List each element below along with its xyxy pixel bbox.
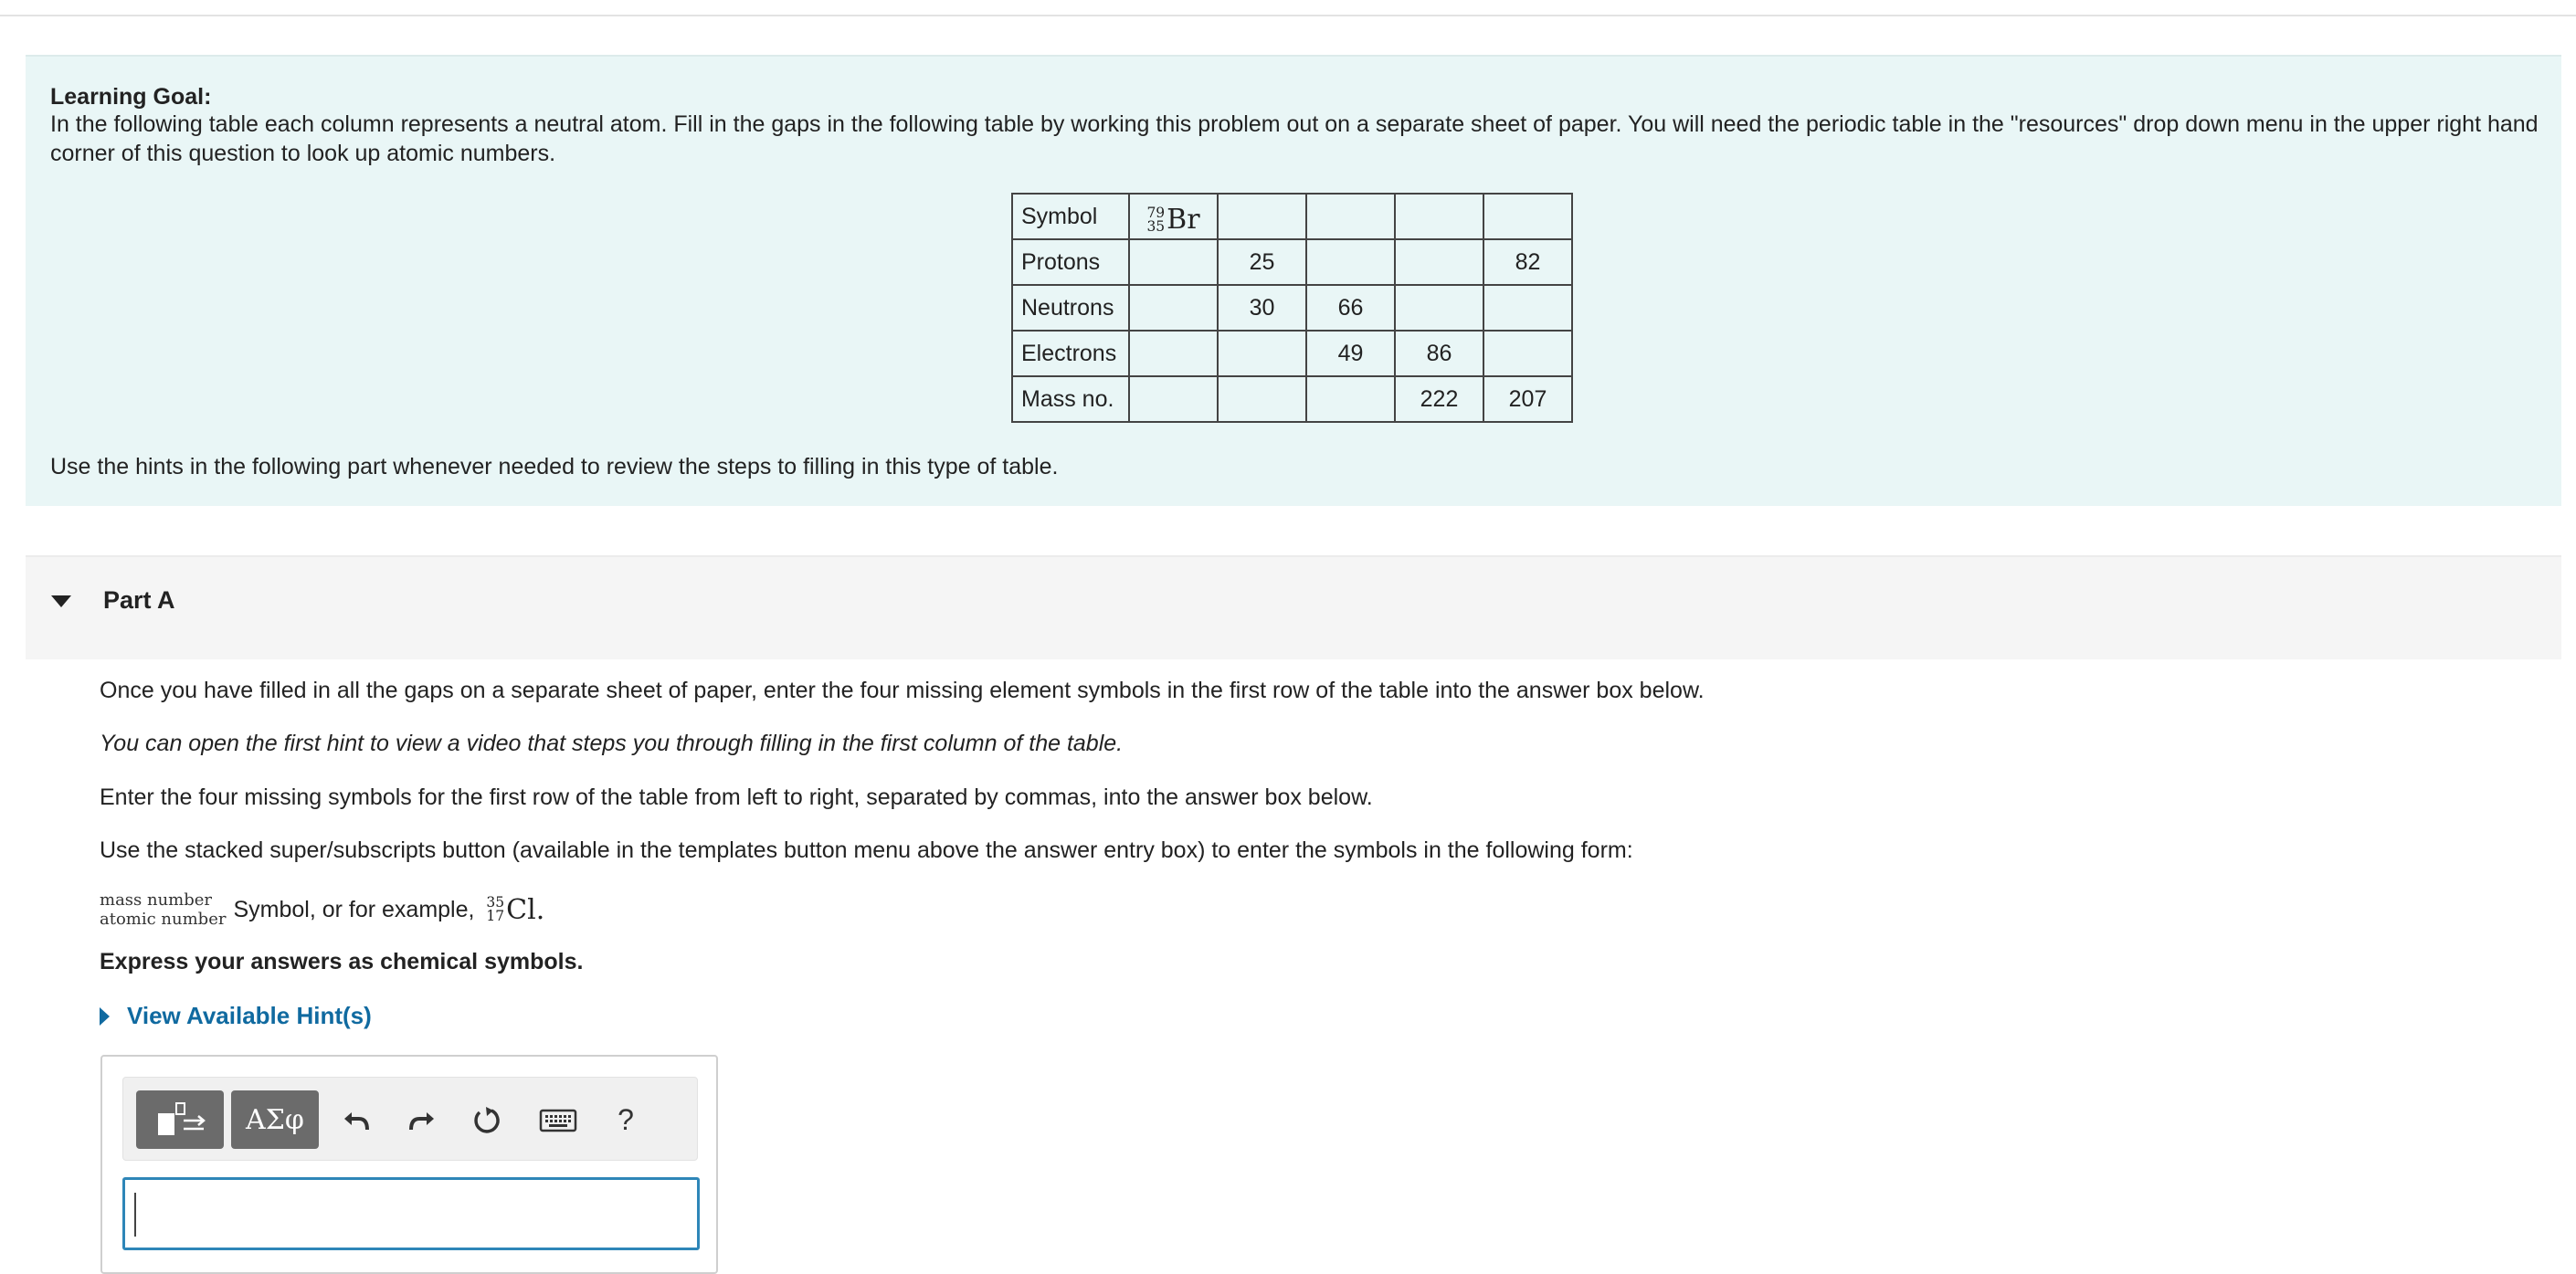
form-notation bbox=[100, 890, 226, 929]
isotope-bromine bbox=[1146, 204, 1199, 236]
text-caret bbox=[134, 1193, 136, 1237]
hints-note: Use the hints in the following part whenever needed to review the steps to filling in this type of table. bbox=[50, 454, 1059, 479]
example-numbers bbox=[486, 896, 504, 922]
instruction-paragraph: Use the stacked super/subscripts button (available in the templates button menu above the answer entry box) to enter the symbols in the following form: bbox=[100, 837, 1633, 863]
table-cell-empty bbox=[1395, 194, 1483, 239]
table-cell bbox=[1483, 285, 1572, 331]
table-cell: 49 bbox=[1306, 331, 1395, 376]
reset-icon bbox=[471, 1104, 502, 1135]
table-cell bbox=[1483, 331, 1572, 376]
instruction-paragraph: Once you have filled in all the gaps on a separate sheet of paper, enter the four missing element symbols in the first row of the table into the answer box below. bbox=[100, 678, 1705, 703]
part-a-title: Part A bbox=[103, 586, 175, 614]
example-mass: 35 bbox=[486, 894, 505, 911]
view-hints-toggle[interactable] bbox=[100, 1002, 372, 1030]
row-label: Protons bbox=[1012, 239, 1129, 285]
table-cell: 82 bbox=[1483, 239, 1572, 285]
redo-icon bbox=[406, 1105, 436, 1134]
templates-button[interactable] bbox=[136, 1090, 224, 1149]
form-text: Symbol, or for example, bbox=[233, 896, 481, 922]
example-period: . bbox=[535, 893, 545, 926]
isotope-symbol: Br bbox=[1167, 204, 1200, 237]
table-cell: 25 bbox=[1218, 239, 1306, 285]
learning-goal-panel bbox=[26, 55, 2561, 506]
form-mass-label: mass number bbox=[100, 890, 213, 910]
video-hint-paragraph: You can open the first hint to view a video that steps you through filling in the first column of the table. bbox=[100, 731, 1124, 756]
learning-goal-text: In the following table each column represents a neutral atom. Fill in the gaps in the following table by working this problem out on a separate sheet of paper. You will need the periodic table in the "resources" drop down menu in the upper right hand corner of this question to look up atomic numbers. bbox=[50, 111, 2539, 166]
answer-widget bbox=[100, 1055, 718, 1274]
undo-icon bbox=[343, 1105, 372, 1134]
keyboard-icon bbox=[539, 1107, 577, 1132]
table-cell: 30 bbox=[1218, 285, 1306, 331]
redo-button[interactable] bbox=[396, 1090, 447, 1149]
table-cell-symbol bbox=[1129, 194, 1218, 239]
table-cell bbox=[1129, 376, 1218, 422]
example-isotope bbox=[486, 894, 544, 926]
table-cell bbox=[1129, 331, 1218, 376]
symbols-button[interactable]: ΑΣφ bbox=[231, 1090, 319, 1149]
table-cell bbox=[1395, 239, 1483, 285]
table-cell-empty bbox=[1218, 194, 1306, 239]
table-cell bbox=[1306, 239, 1395, 285]
table-cell bbox=[1218, 376, 1306, 422]
top-divider bbox=[0, 15, 2576, 16]
answer-input[interactable] bbox=[122, 1177, 700, 1250]
table-cell: 207 bbox=[1483, 376, 1572, 422]
isotope-numbers bbox=[1146, 206, 1165, 233]
learning-goal-title: Learning Goal: bbox=[50, 84, 212, 110]
table-row-neutrons bbox=[1012, 285, 1572, 331]
express-instruction: Express your answers as chemical symbols. bbox=[100, 949, 584, 974]
keyboard-button[interactable] bbox=[531, 1090, 586, 1149]
table-cell: 222 bbox=[1395, 376, 1483, 422]
collapse-triangle-icon[interactable] bbox=[51, 595, 71, 607]
atoms-table bbox=[1011, 193, 1573, 423]
form-atomic-label: atomic number bbox=[100, 910, 227, 929]
row-label: Mass no. bbox=[1012, 376, 1129, 422]
undo-button[interactable] bbox=[332, 1090, 383, 1149]
table-cell bbox=[1129, 239, 1218, 285]
row-label: Electrons bbox=[1012, 331, 1129, 376]
math-toolbar bbox=[122, 1077, 698, 1161]
table-cell bbox=[1218, 331, 1306, 376]
table-cell-empty bbox=[1483, 194, 1572, 239]
isotope-atomic: 35 bbox=[1146, 217, 1166, 235]
part-a-header[interactable] bbox=[26, 555, 2561, 659]
table-row-protons bbox=[1012, 239, 1572, 285]
table-cell bbox=[1395, 285, 1483, 331]
expand-triangle-icon bbox=[100, 1007, 110, 1026]
table-cell-empty bbox=[1306, 194, 1395, 239]
table-cell bbox=[1129, 285, 1218, 331]
reset-button[interactable] bbox=[461, 1090, 512, 1149]
table-row-symbol bbox=[1012, 194, 1572, 239]
instruction-paragraph: Enter the four missing symbols for the first row of the table from left to right, separated by commas, into the answer box below. bbox=[100, 784, 1373, 810]
table-cell: 66 bbox=[1306, 285, 1395, 331]
row-label: Neutrons bbox=[1012, 285, 1129, 331]
example-atomic: 17 bbox=[486, 908, 505, 924]
templates-icon bbox=[153, 1100, 207, 1139]
example-symbol: Cl bbox=[506, 893, 536, 926]
row-label: Symbol bbox=[1012, 194, 1129, 239]
table-row-mass-no bbox=[1012, 376, 1572, 422]
help-button[interactable]: ? bbox=[618, 1102, 634, 1136]
isotope-mass: 79 bbox=[1146, 204, 1166, 221]
view-hints-label[interactable]: View Available Hint(s) bbox=[127, 1002, 372, 1029]
table-row-electrons bbox=[1012, 331, 1572, 376]
table-cell: 86 bbox=[1395, 331, 1483, 376]
symbol-form-example bbox=[100, 890, 544, 929]
table-cell bbox=[1306, 376, 1395, 422]
